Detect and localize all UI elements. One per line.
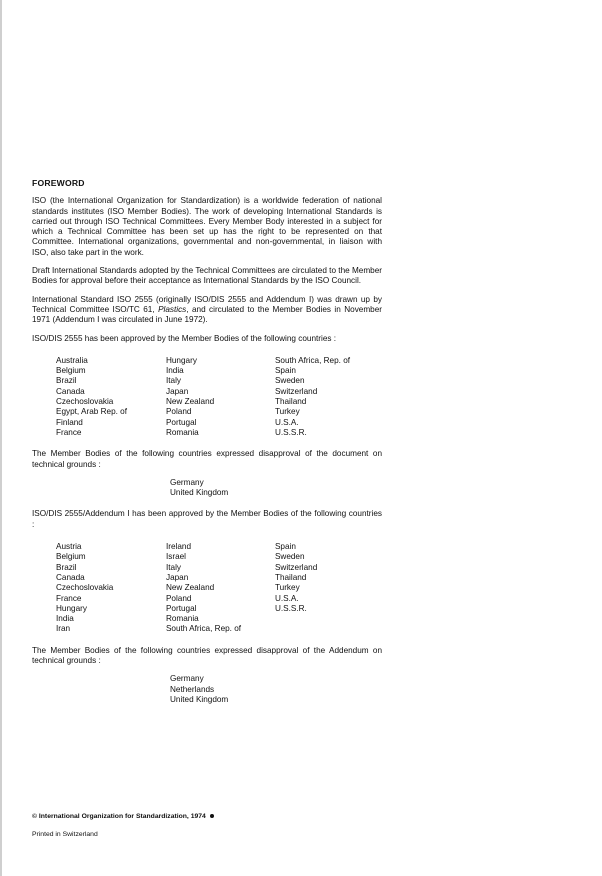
country-name: Belgium — [56, 366, 86, 376]
draft-paragraph: Draft International Standards adopted by the Technical Committees are circulated to the Member Bodies for approval before their acceptance as International Standards by the ISO Council. — [32, 266, 382, 286]
standard-text-end: , and circulated to the Member Bodies in November 1971 (Addendum I was circulated in June 1972). — [32, 304, 382, 325]
addendum-col-2 — [166, 542, 275, 635]
country-name: Turkey — [274, 407, 300, 417]
disapproval-list — [170, 478, 382, 499]
bullet-icon — [210, 814, 214, 818]
approval-intro: ISO/DIS 2555 has been approved by the Member Bodies of the following countries : — [32, 333, 337, 343]
country-name: Egypt, Arab Rep. of — [56, 407, 128, 417]
printed-line: Printed in Switzerland — [32, 831, 98, 838]
country-name: Romania — [165, 427, 199, 437]
country-name: Thailand — [274, 572, 307, 582]
committee-name: Plastics — [158, 304, 187, 314]
addendum-col-1 — [56, 542, 166, 635]
country-name: Sweden — [274, 552, 305, 562]
country-name: United Kingdom — [170, 488, 229, 498]
addendum-disapproval-list — [170, 674, 382, 705]
addendum-intro: ISO/DIS 2555/Addendum I has been approved by the Member Bodies of the following countries : — [32, 509, 382, 529]
country-name: Spain — [274, 366, 296, 376]
country-name: Italy — [165, 376, 181, 386]
country-name: India — [165, 366, 184, 376]
country-name: Portugal — [165, 417, 197, 427]
country-name: Netherlands — [170, 684, 215, 694]
country-name: Italy — [165, 562, 181, 572]
country-name: Poland — [165, 593, 192, 603]
country-name: Japan — [165, 386, 189, 396]
disapproval-intro: The Member Bodies of the following countries expressed disapproval of the document on technical grounds : — [32, 449, 382, 469]
page-edge — [0, 0, 2, 876]
country-name: France — [56, 427, 82, 437]
foreword-section — [32, 178, 382, 716]
country-name: Belgium — [56, 552, 86, 562]
country-name: France — [56, 593, 82, 603]
country-name: Australia — [56, 355, 88, 365]
country-name: Canada — [56, 572, 85, 582]
approved-col-3 — [275, 356, 382, 438]
country-name: Brazil — [56, 376, 77, 386]
country-name: New Zealand — [165, 397, 215, 407]
intro-paragraph: ISO (the International Organization for Standardization) is a worldwide federation of national standards institutes (ISO Member Bodies). The work of developing International Standards is carried out through ISO Technical Committees. Every Member Body interested in a subject for which a Technical Committee has been set up has the right to be represented on that Committee. International organizations, governmental and non-governmental, in liaison with ISO, also take part in the work. — [32, 196, 382, 257]
country-name: Austria — [56, 542, 82, 552]
country-name: Ireland — [165, 542, 192, 552]
country-name: Finland — [56, 417, 83, 427]
country-name: Romania — [165, 614, 199, 624]
country-name: Switzerland — [274, 562, 318, 572]
country-name: Czechoslovakia — [56, 583, 114, 593]
country-name: U.S.S.R. — [274, 603, 307, 613]
page-title: FOREWORD — [32, 178, 85, 188]
country-name: United Kingdom — [170, 694, 229, 704]
copyright-text: © International Organization for Standardization, 1974 — [32, 813, 206, 820]
country-name: Thailand — [274, 397, 307, 407]
addendum-col-3 — [275, 542, 382, 635]
country-name: Hungary — [56, 603, 87, 613]
standard-paragraph — [32, 295, 382, 326]
country-name: Israel — [165, 552, 186, 562]
country-name: India — [56, 614, 74, 624]
country-name: Spain — [274, 542, 296, 552]
addendum-disapproval-intro: The Member Bodies of the following countries expressed disapproval of the Addendum on technical grounds : — [32, 645, 382, 665]
country-name: South Africa, Rep. of — [274, 355, 351, 365]
country-name: Poland — [165, 407, 192, 417]
standard-text-start: International Standard ISO 2555 (originally ISO/DIS 2555 and Addendum I) was drawn up by Technical Committee ISO/TC 61, — [32, 294, 382, 314]
country-name: U.S.A. — [274, 417, 299, 427]
country-name: U.S.S.R. — [274, 427, 307, 437]
country-name: Sweden — [274, 376, 305, 386]
country-name: Iran — [56, 624, 71, 634]
addendum-countries-table — [56, 542, 382, 635]
country-name: Canada — [56, 386, 85, 396]
country-name: Turkey — [274, 583, 300, 593]
country-name: Germany — [170, 477, 204, 487]
country-name: U.S.A. — [274, 593, 299, 603]
country-name: Czechoslovakia — [56, 397, 114, 407]
country-name: Germany — [170, 674, 204, 684]
country-name: South Africa, Rep. of — [165, 624, 242, 634]
copyright-line — [32, 812, 214, 821]
country-name: Portugal — [165, 603, 197, 613]
page-footer — [32, 812, 214, 839]
approved-col-1 — [56, 356, 166, 438]
approved-col-2 — [166, 356, 275, 438]
country-name: Switzerland — [274, 386, 318, 396]
country-name: Brazil — [56, 562, 77, 572]
country-name: Japan — [165, 572, 189, 582]
country-name: Hungary — [165, 355, 197, 365]
country-name: New Zealand — [165, 583, 215, 593]
approved-countries-table — [56, 356, 382, 438]
